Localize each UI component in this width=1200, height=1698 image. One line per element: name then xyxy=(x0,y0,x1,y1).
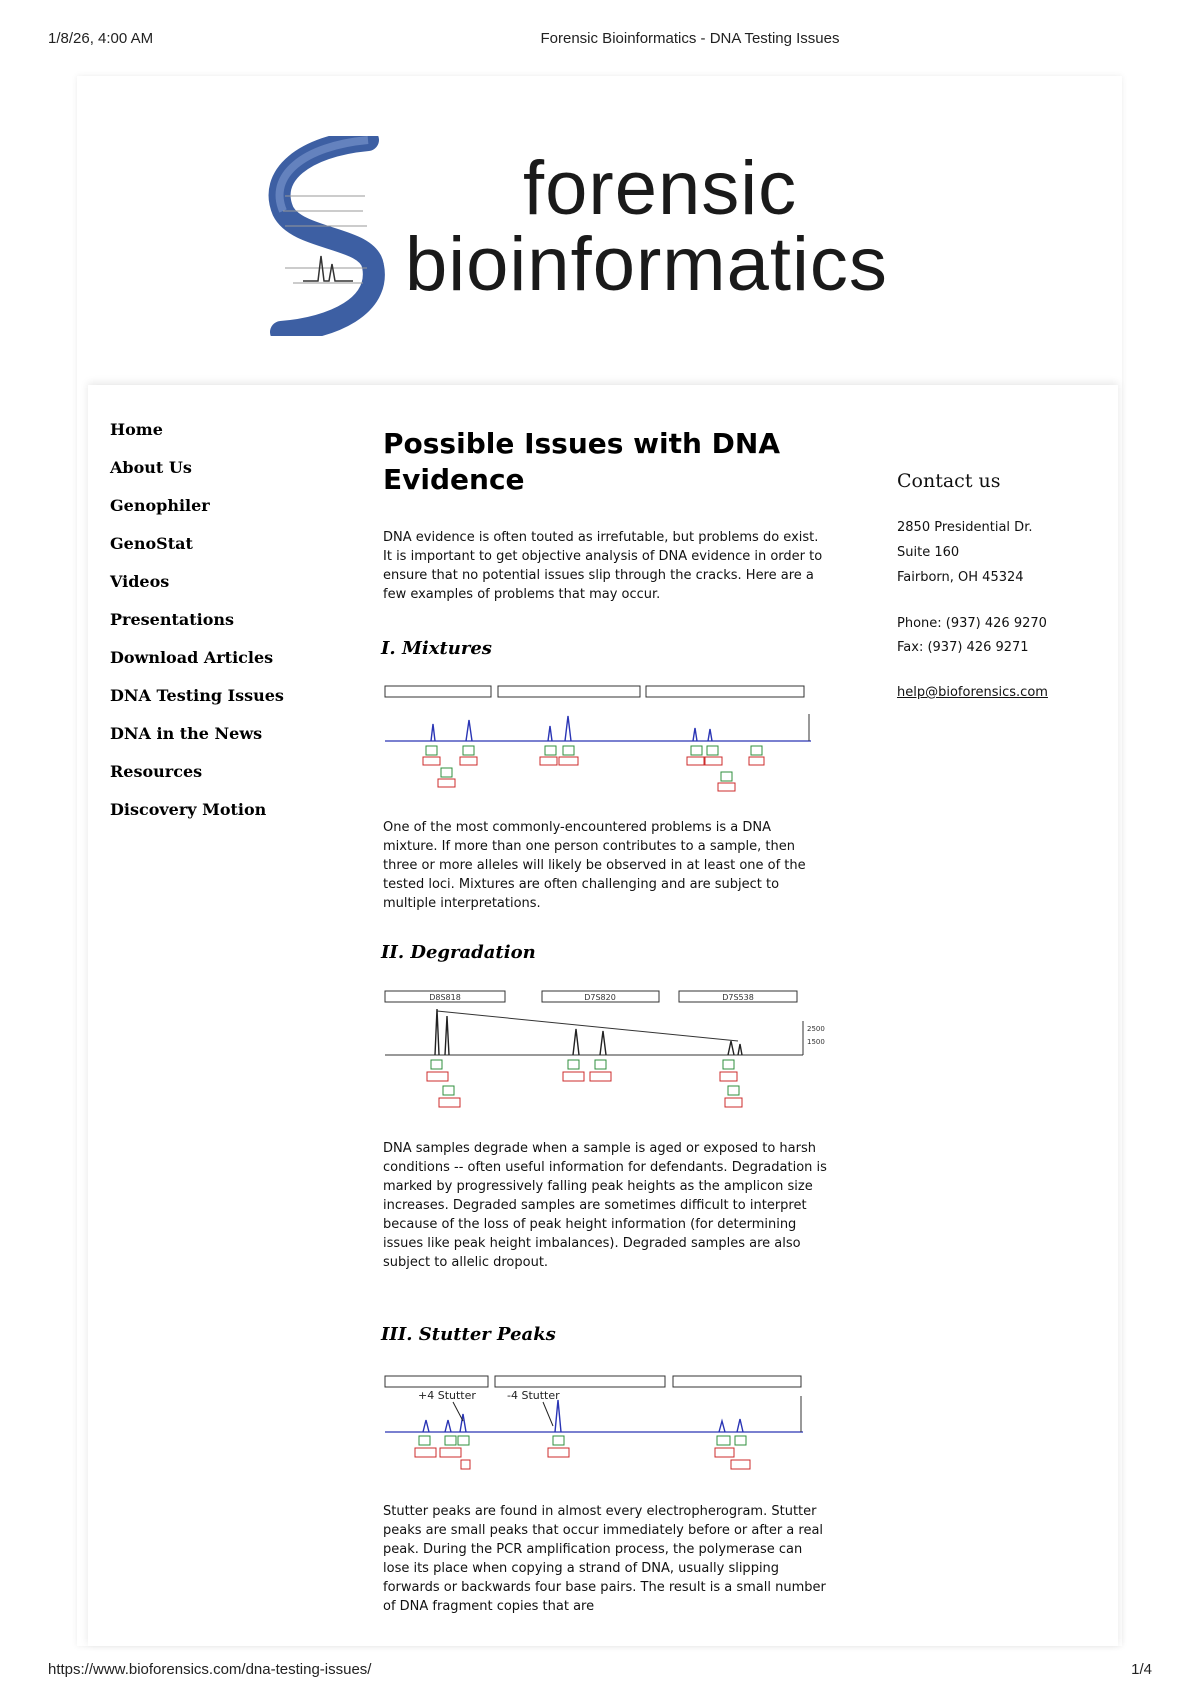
sidebar-nav xyxy=(110,420,310,838)
print-page-number: 1/4 xyxy=(1131,1661,1152,1678)
logo-wordmark xyxy=(405,146,888,307)
degradation-scale-lower: 1500 xyxy=(807,1038,825,1046)
dna-helix-icon xyxy=(263,136,393,336)
intro-paragraph: DNA evidence is often touted as irrefutable, but problems do exist. It is important to get objective analysis of DNA evidence in order to ensure that no potential issues slip through the cracks. Here are a few examples of problems that may occur. xyxy=(383,530,823,602)
stutter-paragraph: Stutter peaks are found in almost every electropherogram. Stutter peaks are small peaks that occur immediately before or after a real peak. During the PCR amplification process, the polymerase can lose its place when copying a strand of DNA, usually slipping forwards or backwards four base pairs. The result is a small number of DNA fragment copies that are xyxy=(383,1504,826,1614)
stutter-label-plus4: +4 Stutter xyxy=(418,1389,476,1402)
section-heading-degradation: II. Degradation xyxy=(381,942,536,963)
nav-about-us[interactable]: About Us xyxy=(110,458,192,477)
degradation-scale-upper: 2500 xyxy=(807,1025,825,1033)
degradation-electropherogram xyxy=(383,989,828,1119)
contact-phone: Phone: (937) 426 9270 xyxy=(897,616,1047,631)
print-url: https://www.bioforensics.com/dna-testing-issues/ xyxy=(48,1661,372,1678)
stutter-electropherogram xyxy=(383,1374,828,1474)
print-page-title: Forensic Bioinformatics - DNA Testing Issues xyxy=(540,30,840,47)
degradation-paragraph: DNA samples degrade when a sample is aged or exposed to harsh conditions -- often useful information for defendants. Degradation is marked by progressively falling peak heights as the amplicon size increases. Degraded samples are sometimes difficult to interpret because of the loss of peak height information (for determining issues like peak height imbalances). Degraded samples are also subject to allelic dropout. xyxy=(383,1141,827,1270)
stutter-label-minus4: -4 Stutter xyxy=(507,1389,560,1402)
contact-title: Contact us xyxy=(897,470,1001,492)
nav-videos[interactable]: Videos xyxy=(110,572,170,591)
main-content xyxy=(381,426,828,1614)
nav-discovery-motion[interactable]: Discovery Motion xyxy=(110,800,267,819)
contact-sidebar xyxy=(897,470,1117,700)
degradation-locus-1: D8S818 xyxy=(429,993,461,1002)
nav-presentations[interactable]: Presentations xyxy=(110,610,234,629)
site-logo[interactable] xyxy=(263,136,923,336)
section-heading-stutter-peaks: III. Stutter Peaks xyxy=(381,1324,556,1345)
nav-dna-in-the-news[interactable]: DNA in the News xyxy=(110,724,263,743)
nav-genophiler[interactable]: Genophiler xyxy=(110,496,210,515)
contact-email-link[interactable]: help@bioforensics.com xyxy=(897,685,1048,700)
nav-home[interactable]: Home xyxy=(110,420,163,439)
contact-fax: Fax: (937) 426 9271 xyxy=(897,640,1029,655)
nav-genostat[interactable]: GenoStat xyxy=(110,534,193,553)
mixtures-paragraph: One of the most commonly-encountered problems is a DNA mixture. If more than one person contributes to a sample, then three or more alleles will likely be observed in at least one of the tested loci. Mixtures are often challenging and are subject to multiple interpretations. xyxy=(383,820,806,911)
degradation-locus-2: D7S820 xyxy=(584,993,616,1002)
section-heading-mixtures: I. Mixtures xyxy=(381,638,492,659)
nav-download-articles[interactable]: Download Articles xyxy=(110,648,274,667)
contact-address-2: Suite 160 xyxy=(897,545,960,560)
contact-city: Fairborn, OH 45324 xyxy=(897,570,1024,585)
print-date: 1/8/26, 4:00 AM xyxy=(48,30,154,47)
nav-resources[interactable]: Resources xyxy=(110,762,203,781)
logo-line-2: bioinformatics xyxy=(405,222,888,307)
nav-dna-testing-issues[interactable]: DNA Testing Issues xyxy=(110,686,284,705)
logo-line-1: forensic xyxy=(523,146,798,231)
contact-address-1: 2850 Presidential Dr. xyxy=(897,520,1033,535)
page-title: Possible Issues with DNA Evidence xyxy=(383,427,781,496)
degradation-locus-3: D7S538 xyxy=(722,993,754,1002)
mixtures-electropherogram xyxy=(383,684,828,794)
